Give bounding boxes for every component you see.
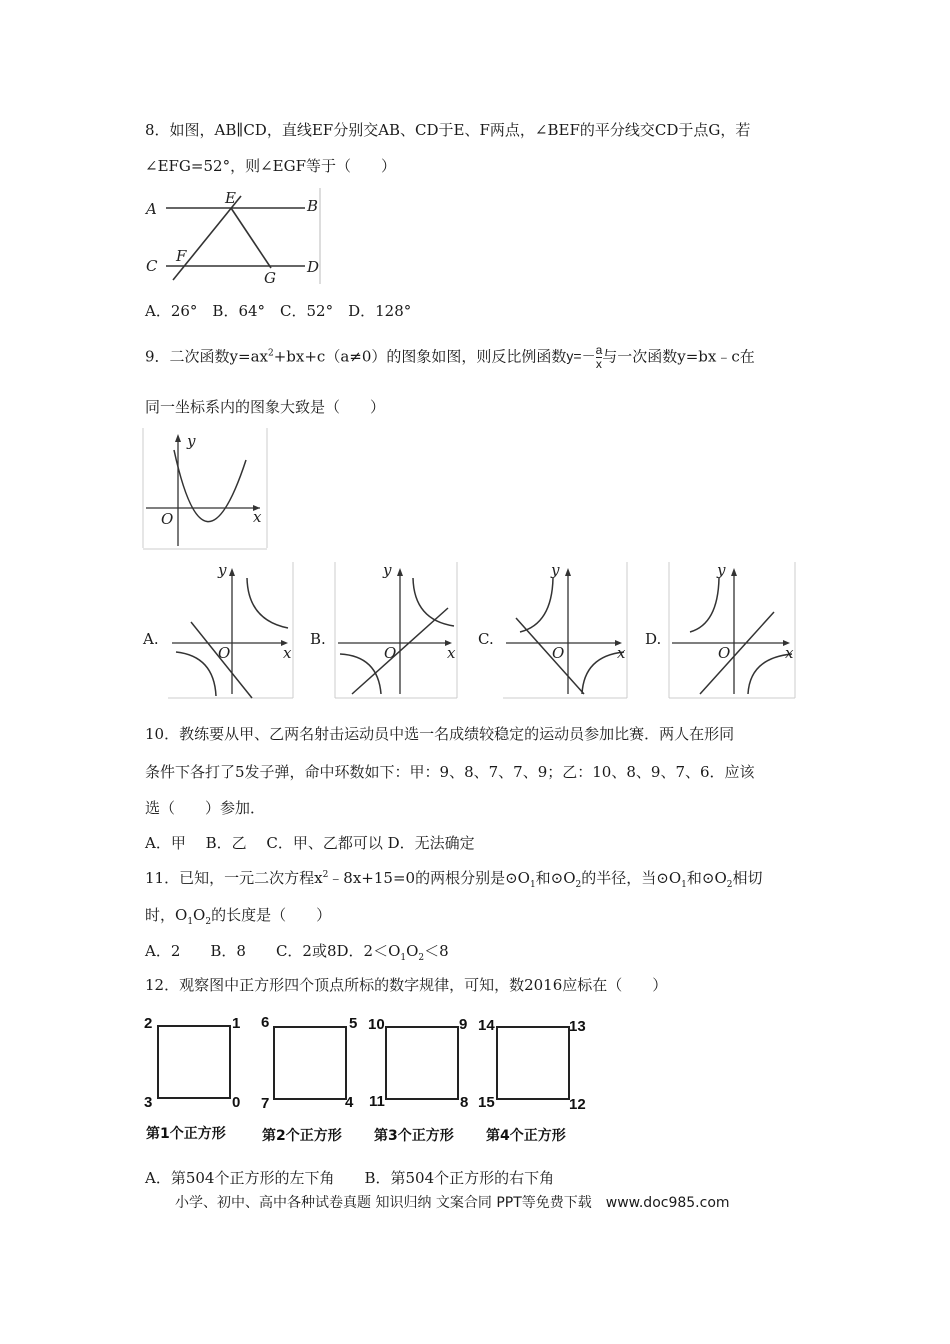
q11-d: 的半径，当⊙O <box>581 869 682 887</box>
q8-parallel-lines-figure <box>140 186 322 286</box>
optA-x: x <box>283 644 292 662</box>
label-A: A <box>146 200 157 218</box>
parabola-origin-label: O <box>161 510 174 528</box>
q11-options <box>145 940 449 962</box>
q9-option-C-label: C. <box>478 630 494 648</box>
q11-l2sub1: 1 <box>187 917 194 927</box>
optC-y: y <box>551 561 560 579</box>
label-B: B <box>307 197 319 215</box>
q9-option-B-graph <box>334 560 458 700</box>
q11-opt-c: ＜8 <box>424 942 449 960</box>
q8-options: A．26° B．64° C．52° D．128° <box>145 302 412 320</box>
sq2-caption: 第2个正方形 <box>262 1128 342 1144</box>
q9-option-D-label: D. <box>645 630 662 648</box>
sq1-bl: 3 <box>144 1094 153 1111</box>
q11-l2sub2: 2 <box>205 917 212 927</box>
q11-sub1: 1 <box>529 880 536 890</box>
sq2-tr: 5 <box>349 1015 358 1032</box>
q11-l2b: O <box>193 906 206 924</box>
q11-stem-line2 <box>145 904 331 926</box>
sq2-bl: 7 <box>261 1095 270 1112</box>
optC-origin: O <box>552 644 565 662</box>
sq2-br: 4 <box>345 1094 354 1111</box>
q11-b: ﹣8x+15=0的两根分别是⊙O <box>328 869 530 887</box>
q9-option-B-label: B. <box>310 630 326 648</box>
q11-opt-sub2: 2 <box>418 953 425 963</box>
q10-options: A．甲 B．乙 C．甲、乙都可以 D．无法确定 <box>145 834 475 852</box>
sq3-caption: 第3个正方形 <box>374 1128 454 1144</box>
q11-stem-line1 <box>145 867 763 889</box>
q11-f: 相切 <box>732 869 763 887</box>
square-2 <box>274 1027 346 1099</box>
optA-origin: O <box>218 644 231 662</box>
optA-y: y <box>218 561 227 579</box>
q10-stem-line1: 10．教练要从甲、乙两名射击运动员中选一名成绩较稳定的运动员参加比赛．两人在形同 <box>145 725 735 743</box>
label-D: D <box>307 258 320 276</box>
q9-text-c: 与一次函数y=bx﹣c在 <box>602 347 755 366</box>
q9-stem-line2: 同一坐标系内的图象大致是（ ） <box>145 398 386 416</box>
q9-sup: 2 <box>268 348 274 359</box>
label-E: E <box>225 189 236 207</box>
q11-sub4: 2 <box>726 880 733 890</box>
q11-sub2: 2 <box>575 880 582 890</box>
optC-x: x <box>617 644 626 662</box>
optD-x: x <box>785 644 794 662</box>
q11-opt-sub1: 1 <box>400 953 407 963</box>
optB-origin: O <box>384 644 397 662</box>
sq3-br: 8 <box>460 1094 469 1111</box>
q9-option-A-graph <box>166 560 294 700</box>
q9-frac-den: x <box>595 357 602 371</box>
sq2-tl: 6 <box>261 1014 270 1031</box>
optB-x: x <box>447 644 456 662</box>
q9-fraction <box>566 344 602 371</box>
label-G: G <box>264 269 276 286</box>
q9-frac-num: a <box>595 343 603 357</box>
sq1-caption: 第1个正方形 <box>146 1126 226 1142</box>
q9-option-C-graph <box>502 560 628 700</box>
square-3 <box>386 1027 458 1099</box>
sq4-bl: 15 <box>478 1094 495 1111</box>
q11-e: 和⊙O <box>686 869 727 887</box>
sq3-tl: 10 <box>368 1016 385 1033</box>
square-1 <box>158 1026 230 1098</box>
label-C: C <box>146 257 158 275</box>
sq4-caption: 第4个正方形 <box>486 1128 566 1144</box>
q10-stem-line2: 条件下各打了5发子弹，命中环数如下：甲：9、8、7、7、9；乙：10、8、9、7、6．应该 <box>145 763 755 781</box>
q9-option-A-label: A. <box>143 630 159 648</box>
q9-parabola-graph <box>142 428 268 550</box>
optD-y: y <box>717 561 726 579</box>
q9-text-a: 9．二次函数y=ax <box>145 347 268 366</box>
sq1-br: 0 <box>232 1094 241 1111</box>
q9-stem-line1 <box>145 344 755 371</box>
q11-sub3: 1 <box>681 880 687 890</box>
optB-y: y <box>383 561 392 579</box>
q12-squares-figure <box>140 1010 600 1150</box>
page-footer: 小学、初中、高中各种试卷真题 知识归纳 文案合同 PPT等免费下载 www.doc985.com <box>175 1195 730 1211</box>
square-4 <box>497 1027 569 1099</box>
q11-c: 和⊙O <box>535 869 576 887</box>
q9-option-D-graph <box>668 560 796 700</box>
sq4-tl: 14 <box>478 1017 495 1034</box>
q11-sup: 2 <box>322 870 329 880</box>
optD-origin: O <box>718 644 731 662</box>
q12-stem: 12．观察图中正方形四个顶点所标的数字规律，可知，数2016应标在（ ） <box>145 976 668 994</box>
q10-stem-line3: 选（ ）参加． <box>145 799 266 817</box>
label-F: F <box>176 247 187 265</box>
q9-frac-lhs: y=－ <box>566 348 596 365</box>
sq3-tr: 9 <box>459 1016 468 1033</box>
sq4-br: 12 <box>569 1096 586 1113</box>
sq1-tl: 2 <box>144 1015 153 1032</box>
q11-opt-a: A．2 B．8 C．2或8D．2＜O <box>145 942 401 960</box>
q9-text-b: +bx+c（a≠0）的图象如图，则反比例函数 <box>273 347 567 366</box>
sq4-tr: 13 <box>569 1018 586 1035</box>
q11-opt-b: O <box>406 942 419 960</box>
sq1-tr: 1 <box>232 1015 241 1032</box>
parabola-x-label: x <box>253 508 262 526</box>
q11-l2a: 时，O <box>145 906 188 924</box>
q11-l2c: 的长度是（ ） <box>211 906 332 924</box>
sq3-bl: 11 <box>369 1093 385 1110</box>
q12-options: A．第504个正方形的左下角 B．第504个正方形的右下角 <box>145 1169 555 1187</box>
parabola-y-label: y <box>187 432 196 450</box>
q8-stem-line1: 8．如图，AB∥CD，直线EF分别交AB、CD于E、F两点，∠BEF的平分线交CD于点G，若 <box>145 121 751 139</box>
q11-a: 11．已知，一元二次方程x <box>145 869 323 887</box>
q8-stem-line2: ∠EFG=52°，则∠EGF等于（ ） <box>145 157 396 175</box>
